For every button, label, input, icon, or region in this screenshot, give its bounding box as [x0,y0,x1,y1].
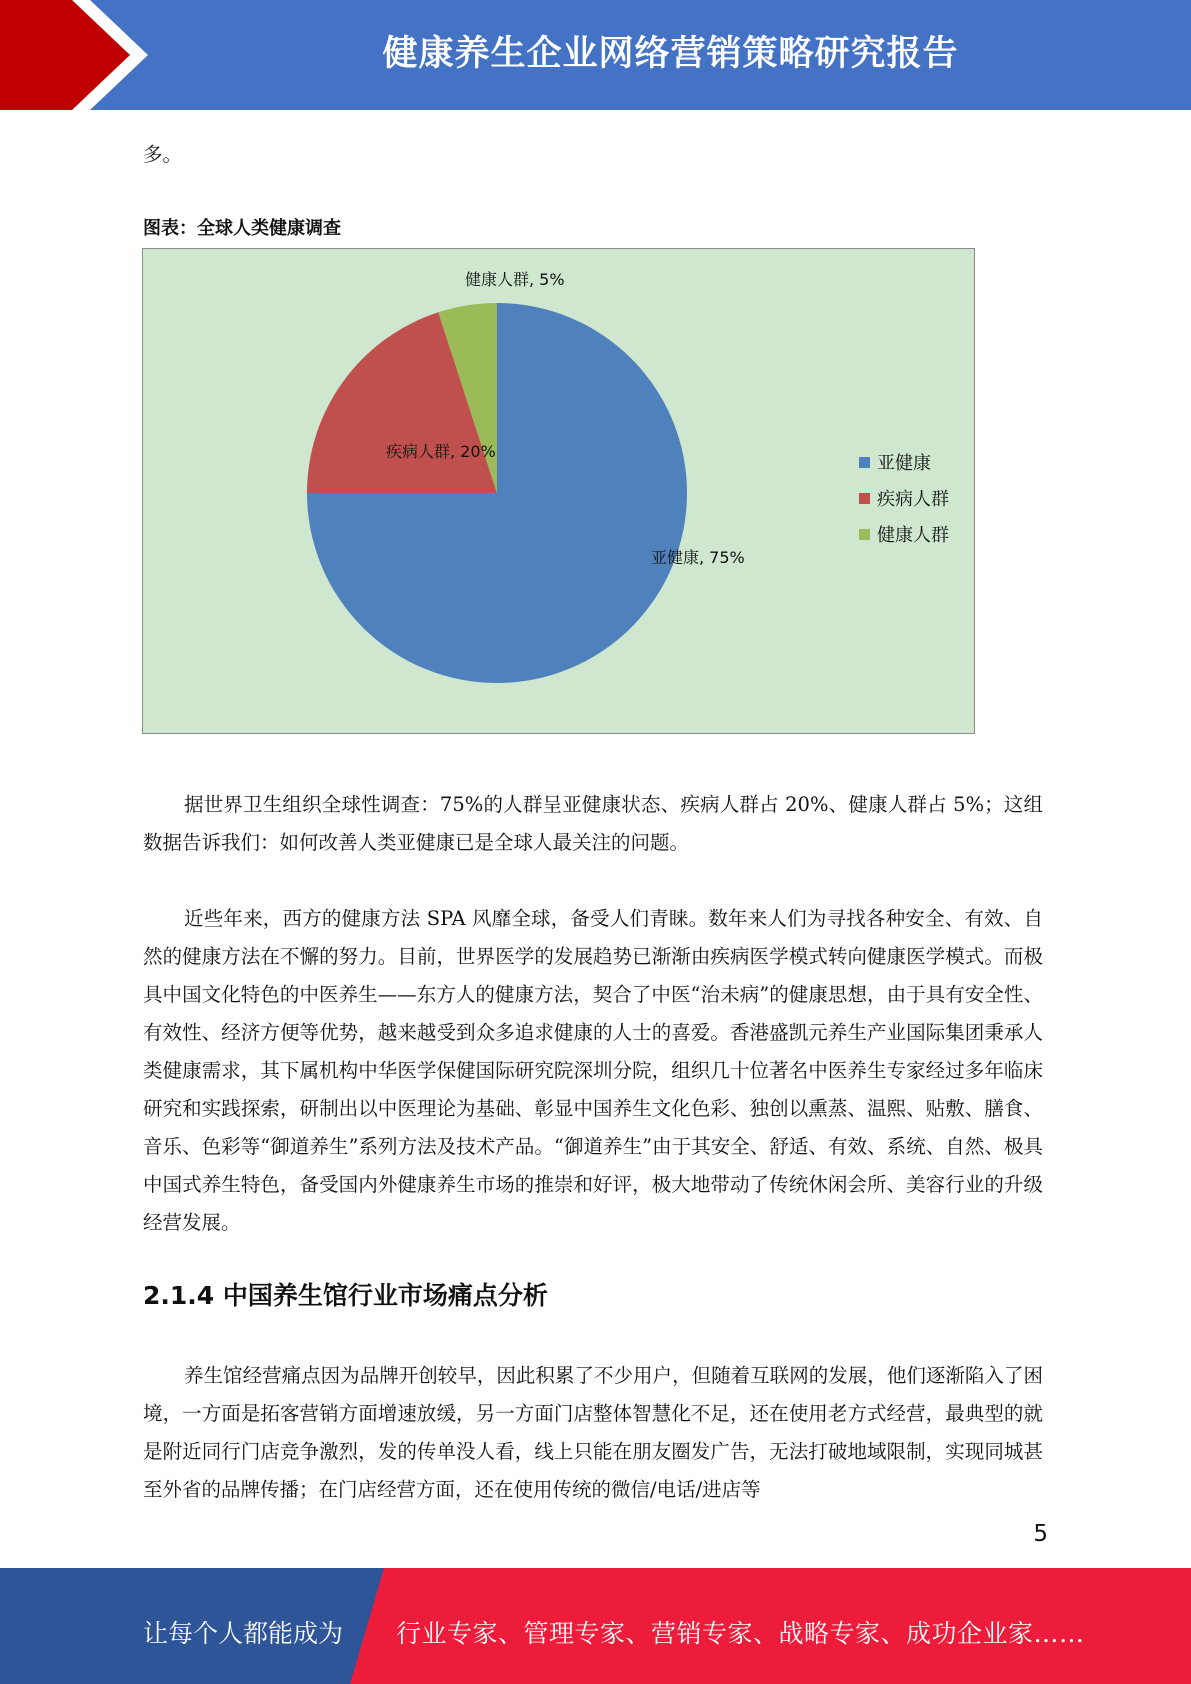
data-label-subhealthy: 亚健康, 75% [651,548,745,567]
legend-swatch-sick [859,493,870,504]
section-heading: 2.1.4 中国养生馆行业市场痛点分析 [143,1281,548,1310]
report-title: 健康养生企业网络营销策略研究报告 [382,34,959,74]
paragraph-survey: 据世界卫生组织全球性调查：75%的人群呈亚健康状态、疾病人群占 20%、健康人群占 5%；这组数据告诉我们：如何改善人类亚健康已是全球人最关注的问题。 [143,793,1043,854]
legend-item-subhealthy [859,444,949,480]
legend-label-subhealthy: 亚健康 [877,453,931,474]
data-label-sick: 疾病人群, 20% [386,442,496,461]
page-number: 5 [1033,1521,1048,1547]
footer-slogan: 让每个人都能成为 [143,1619,344,1648]
page-footer [0,1568,1191,1684]
legend-item-healthy [859,516,949,552]
chart-legend [859,444,949,552]
legend-swatch-subhealthy [859,457,870,468]
legend-swatch-healthy [859,529,870,540]
legend-label-sick: 疾病人群 [877,489,949,510]
footer-roles: 行业专家、管理专家、营销专家、战略专家、成功企业家…… [396,1619,1085,1648]
paragraph-spa: 近些年来，西方的健康方法 SPA 风靡全球，备受人们青睐。数年来人们为寻找各种安全、有效、自然的健康方法在不懈的努力。目前，世界医学的发展趋势已渐渐由疾病医学模式转向健康医学模式。而极具中国文化特色的中医养生——东方人的健康方法，契合了中医“治未病”的健康思想，由于具有安全性、有效性、经济方便等优势，越来越受到众多追求健康的人士的喜爱。香港盛凯元养生产业国际集团秉承人类健康需求，其下属机构中华医学保健国际研究院深圳分院，组织几十位著名中医养生专家经过多年临床研究和实践探索，研制出以中医理论为基础、彰显中国养生文化色彩、独创以熏蒸、温熙、贴敷、膳食、音乐、色彩等“御道养生”系列方法及技术产品。“御道养生”由于其安全、舒适、有效、系统、自然、极具中国式养生特色，备受国内外健康养生市场的推崇和好评，极大地带动了传统休闲会所、美容行业的升级经营发展。 [143,907,1043,1234]
page-header [0,0,1191,110]
legend-label-healthy: 健康人群 [877,525,949,546]
data-label-healthy: 健康人群, 5% [465,270,565,289]
paragraph-pain-points: 养生馆经营痛点因为品牌开创较早，因此积累了不少用户，但随着互联网的发展，他们逐渐陷入了困境，一方面是拓客营销方面增速放缓，另一方面门店整体智慧化不足，还在使用老方式经营，最典型的就是附近同行门店竞争激烈，发的传单没人看，线上只能在朋友圈发广告，无法打破地域限制，实现同城甚至外省的品牌传播；在门店经营方面，还在使用传统的微信/电话/进店等 [143,1364,1043,1501]
figure-caption: 图表：全球人类健康调查 [143,218,341,239]
pie-chart-svg [143,249,976,735]
pie-chart [142,248,975,734]
legend-item-sick [859,480,949,516]
intro-fragment: 多。 [143,143,183,166]
